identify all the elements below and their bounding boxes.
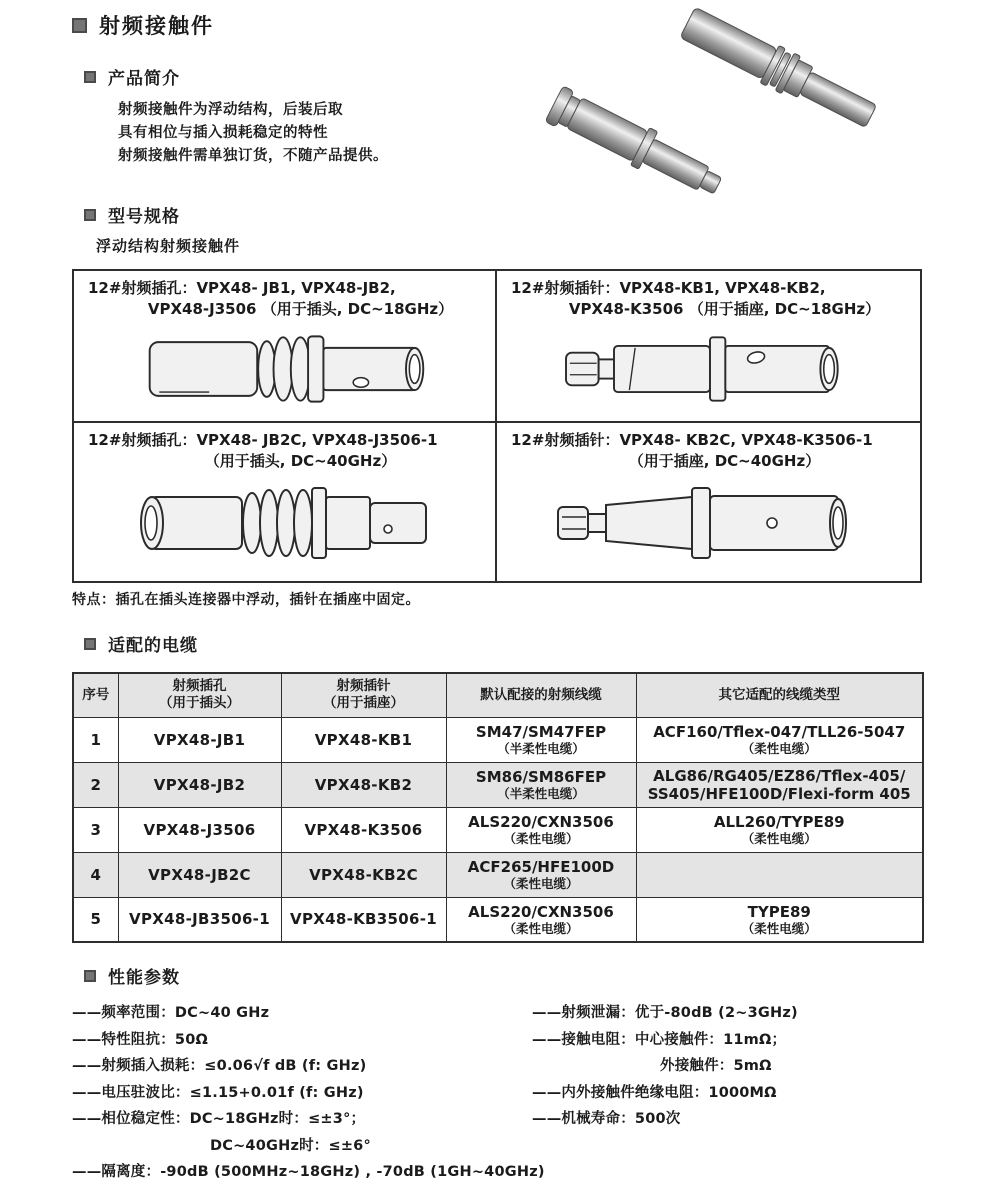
performance-heading: 性能参数: [108, 968, 180, 988]
cell-pin: VPX48-K3506: [281, 807, 446, 852]
cable-name: SM47/SM47FEP: [475, 723, 607, 741]
cell-other-cable: [636, 717, 923, 762]
spec-title-line2: （用于插座, DC~40GHz）: [628, 452, 821, 470]
pin-18ghz-drawing: [503, 321, 916, 417]
cable-name: ACF160/Tflex-047/TLL26-5047: [653, 723, 906, 741]
cell-jack: VPX48-JB2C: [118, 852, 281, 897]
perf-item: ——射频泄漏：优于-80dB (2~3GHz): [532, 1005, 798, 1021]
spec-title-line2: VPX48-K3506 （用于插座, DC~18GHz）: [568, 300, 881, 318]
intro-line: 具有相位与插入损耗稳定的特性: [118, 125, 328, 141]
performance-heading-row: [72, 963, 925, 988]
cell-jack: VPX48-J3506: [118, 807, 281, 852]
performance-left-column: [72, 1000, 545, 1186]
table-row: [73, 852, 923, 897]
table-row: [73, 762, 923, 807]
header-pin-line2: （用于插座）: [323, 695, 404, 712]
cell-pin: VPX48-KB2C: [281, 852, 446, 897]
cable-name: ALS220/CXN3506: [468, 902, 614, 921]
spec-cell-jack-40ghz: [74, 423, 497, 581]
cable-name: ACF265/HFE100D: [467, 858, 615, 876]
intro-heading: 产品简介: [108, 69, 180, 89]
section-bullet-icon: [84, 638, 96, 650]
models-heading: 型号规格: [108, 207, 180, 227]
section-bullet-icon: [84, 71, 96, 83]
pin-40ghz-drawing: [503, 473, 916, 573]
rf-contacts-photo-image: [535, 30, 915, 215]
perf-item: ——内外接触件绝缘电阻：1000MΩ: [532, 1084, 777, 1101]
section-bullet-icon: [84, 970, 96, 982]
perf-item: ——电压驻波比：≤1.15+0.01f (f: GHz): [72, 1084, 364, 1101]
cable-name: ALG86/RG405/EZ86/Tflex-405/: [653, 766, 906, 785]
jack-18ghz-drawing: [80, 321, 491, 417]
intro-line: 射频接触件需单独订货，不随产品提供。: [118, 148, 388, 164]
cell-no: 2: [73, 762, 118, 807]
cable-note: （柔性电缆）: [503, 831, 579, 846]
cell-other-cable: [636, 762, 923, 807]
cable-note: （柔性电缆）: [741, 741, 817, 756]
section-bullet-icon: [84, 209, 96, 221]
cell-no: 1: [73, 717, 118, 762]
cell-pin: VPX48-KB2: [281, 762, 446, 807]
perf-item: ——相位稳定性：DC~18GHz时：≤±3°；: [72, 1111, 366, 1127]
spec-cell-jack-18ghz: [74, 271, 497, 423]
cables-header-row: [73, 673, 923, 717]
perf-item-continuation: 外接触件：5mΩ: [660, 1058, 772, 1074]
header-other-cable: 其它适配的线缆类型: [636, 673, 923, 717]
cell-default-cable: [446, 897, 636, 942]
header-default-cable: 默认配接的射频线缆: [446, 673, 636, 717]
spec-title-line1: 12#射频插孔：VPX48- JB1, VPX48-JB2,: [88, 279, 396, 297]
cell-pin: VPX48-KB3506-1: [281, 897, 446, 942]
table-row: [73, 897, 923, 942]
spec-title-line1: 12#射频插针：VPX48-KB1, VPX48-KB2,: [511, 279, 826, 297]
performance-right-column: [532, 1000, 912, 1186]
perf-item: ——隔离度：-90dB (500MHz~18GHz) , -70dB (1GH~40GHz): [72, 1164, 545, 1180]
perf-item: ——接触电阻：中心接触件：11mΩ；: [532, 1031, 787, 1048]
product-photo: [535, 30, 915, 219]
cable-name: SS405/HFE100D/Flexi-form 405: [647, 784, 911, 803]
performance-parameters: [72, 1000, 925, 1186]
cell-other-cable: [636, 807, 923, 852]
cell-default-cable: [446, 852, 636, 897]
spec-cell-pin-18ghz: [497, 271, 920, 423]
header-no: 序号: [73, 673, 118, 717]
cables-heading-row: [72, 631, 925, 656]
perf-item: ——频率范围：DC~40 GHz: [72, 1005, 270, 1021]
header-jack-line2: （用于插头）: [159, 695, 240, 712]
cable-name: ALS220/CXN3506: [468, 813, 614, 831]
cable-note: （柔性电缆）: [503, 876, 579, 891]
spec-title-line1: 12#射频插针：VPX48- KB2C, VPX48-K3506-1: [511, 431, 873, 449]
intro-line: 射频接触件为浮动结构，后装后取: [118, 102, 343, 118]
cable-name: ALL260/TYPE89: [713, 813, 845, 831]
header-jack-line1: 射频插孔: [172, 678, 227, 695]
cell-other-cable: [636, 852, 923, 897]
cable-note: （半柔性电缆）: [497, 741, 585, 756]
spec-title-line1: 12#射频插孔：VPX48- JB2C, VPX48-J3506-1: [88, 431, 438, 449]
cell-no: 3: [73, 807, 118, 852]
cable-name: SM86/SM86FEP: [475, 768, 607, 786]
cell-other-cable: [636, 897, 923, 942]
cables-table: [72, 672, 924, 943]
cell-default-cable: [446, 762, 636, 807]
cell-default-cable: [446, 717, 636, 762]
perf-item: ——特性阻抗：50Ω: [72, 1031, 209, 1048]
perf-item: ——机械寿命：500次: [532, 1111, 681, 1127]
cable-note: （柔性电缆）: [741, 920, 817, 936]
header-pin: [281, 673, 446, 717]
spec-note: 特点：插孔在插头连接器中浮动，插针在插座中固定。: [72, 592, 420, 608]
cell-default-cable: [446, 807, 636, 852]
table-row: [73, 717, 923, 762]
spec-title-line2: （用于插头, DC~40GHz）: [204, 452, 397, 470]
cell-jack: VPX48-JB3506-1: [118, 897, 281, 942]
cable-name: TYPE89: [747, 902, 811, 921]
page-title: 射频接触件: [99, 14, 214, 38]
perf-item-continuation: DC~40GHz时：≤±6°: [210, 1137, 371, 1154]
perf-item: ——射频插入损耗：≤0.06√f dB (f: GHz): [72, 1058, 367, 1074]
cable-note: （柔性电缆）: [741, 831, 817, 846]
jack-40ghz-drawing: [80, 473, 491, 573]
cell-jack: VPX48-JB1: [118, 717, 281, 762]
cable-note: （半柔性电缆）: [497, 786, 585, 801]
section-bullet-icon: [72, 18, 87, 33]
models-subtitle: 浮动结构射频接触件: [96, 237, 241, 255]
cell-jack: VPX48-JB2: [118, 762, 281, 807]
cable-note: （柔性电缆）: [503, 920, 579, 936]
spec-cell-pin-40ghz: [497, 423, 920, 581]
model-spec-table: [72, 269, 922, 583]
spec-title-line2: VPX48-J3506 （用于插头, DC~18GHz）: [147, 300, 454, 318]
cell-no: 4: [73, 852, 118, 897]
cell-pin: VPX48-KB1: [281, 717, 446, 762]
cell-no: 5: [73, 897, 118, 942]
table-row: [73, 807, 923, 852]
header-jack: [118, 673, 281, 717]
cables-heading: 适配的电缆: [108, 636, 198, 656]
header-pin-line1: 射频插针: [336, 678, 391, 695]
